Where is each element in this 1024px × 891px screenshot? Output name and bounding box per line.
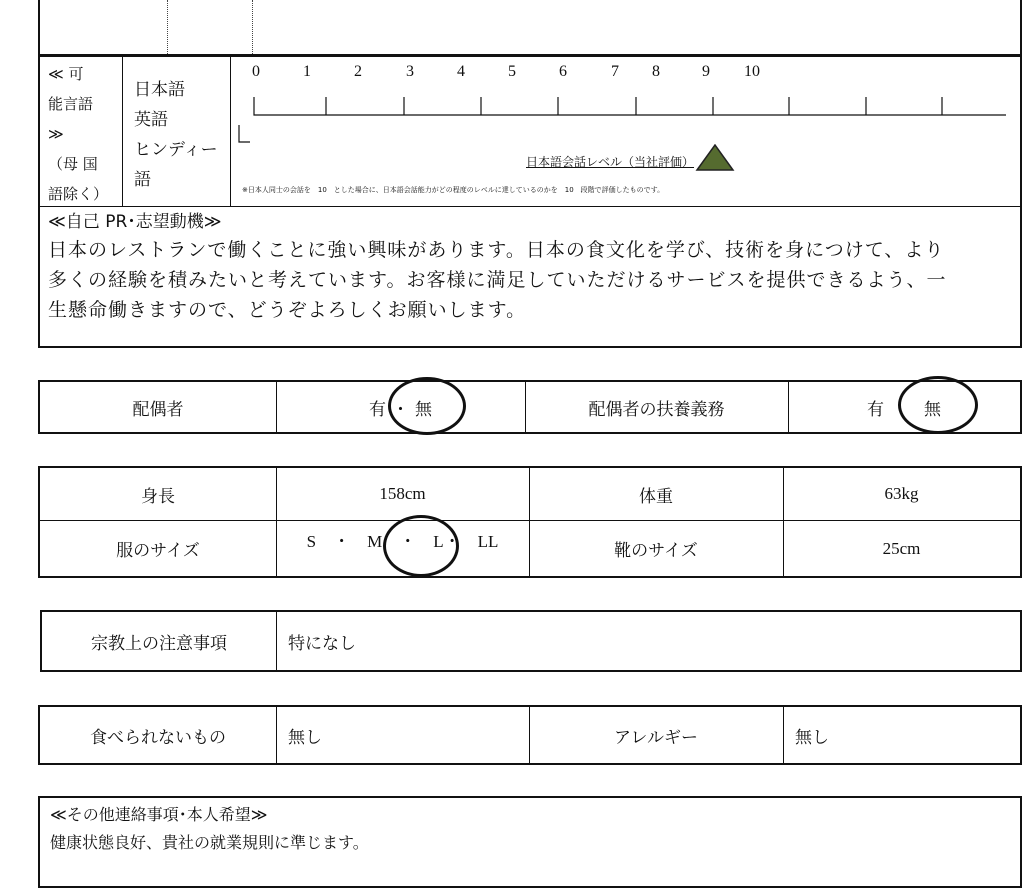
spouse-support-options (788, 382, 1020, 432)
scale-tick-10: 10 (744, 63, 760, 80)
other-section (38, 796, 1022, 888)
level-scale (236, 57, 1016, 207)
level-marker (695, 144, 735, 172)
body-size-table (38, 466, 1022, 578)
religion-row (40, 610, 1022, 672)
language-divider-2 (230, 57, 231, 206)
religion-value: 特になし (288, 633, 356, 654)
pr-line-1: 日本のレストランで働くことに強い興味があります。日本の食文化を学び、技術を身につけて、より (48, 239, 945, 261)
language-section (38, 55, 1022, 207)
spouse-label: 配偶者 (132, 399, 184, 420)
side-label-line-4: （母 国 (48, 155, 98, 173)
pr-line-3: 生懸命働きますので、どうぞよろしくお願いします。 (48, 299, 527, 321)
spouse-option-no[interactable]: 無 (415, 399, 432, 420)
language-item-hindi: ヒンディー (134, 140, 218, 160)
scale-tick-0: 0 (252, 63, 260, 80)
language-list (134, 75, 228, 195)
spouse-row (38, 380, 1022, 434)
allergy-label: アレルギー (614, 727, 698, 748)
top-empty-row (38, 0, 1022, 56)
scale-tick-4: 4 (457, 63, 465, 80)
spouse-support-label: 配偶者の扶養義務 (588, 399, 725, 420)
side-label-line-5: 語除く） (48, 185, 109, 203)
food-label: 食べられないもの (90, 727, 226, 748)
language-divider-1 (122, 57, 123, 206)
scale-tick-1: 1 (303, 63, 311, 80)
side-label-line-3: ≫ (48, 125, 64, 143)
support-option-yes[interactable]: 有 (867, 399, 884, 420)
scale-tick-8: 8 (652, 63, 660, 80)
scale-note: ※日本人同士の会話を 10 とした場合に、日本語会話能力がどの程度のレベルに達しているのかを 10 段階で評価したものです。 (242, 186, 665, 194)
language-item-english: 英語 (134, 110, 168, 130)
shoes-label: 靴のサイズ (614, 541, 698, 561)
spouse-option-dot: ・ (392, 399, 409, 420)
spouse-options (276, 382, 525, 432)
support-option-no[interactable]: 無 (924, 399, 941, 420)
side-label-line-2: 能言語 (48, 95, 94, 113)
scale-tick-3: 3 (406, 63, 414, 80)
food-row (38, 705, 1022, 765)
religion-label: 宗教上の注意事項 (91, 633, 227, 654)
scale-tick-9: 9 (702, 63, 710, 80)
weight-value: 63kg (884, 484, 919, 503)
clothes-options[interactable]: S ・ M ・ L・ LL (306, 531, 499, 551)
scale-tick-5: 5 (508, 63, 516, 80)
clothes-label: 服のサイズ (116, 541, 200, 561)
height-label: 身長 (141, 486, 175, 507)
scale-tick-2: 2 (354, 63, 362, 80)
scale-tick-6: 6 (559, 63, 567, 80)
language-item-japanese: 日本語 (134, 80, 185, 100)
shoes-value: 25cm (882, 538, 921, 558)
pr-line-2: 多くの経験を積みたいと考えています。お客様に満足していただけるサービスを提供できるよう、一 (48, 269, 947, 291)
other-heading: ≪その他連絡事項･本人希望≫ (50, 805, 268, 824)
language-item-hindi-cont: 語 (134, 170, 151, 190)
language-side-label (48, 59, 120, 209)
pr-section (38, 206, 1022, 348)
height-value: 158cm (379, 484, 426, 503)
side-label-line-1: ≪ 可 (48, 65, 84, 83)
scale-caption: 日本語会話レベル（当社評価） (526, 155, 695, 169)
food-value: 無し (288, 727, 322, 748)
allergy-value: 無し (795, 727, 829, 748)
pr-heading: ≪自己 PR･志望動機≫ (48, 212, 222, 232)
top-divider-2 (252, 0, 253, 54)
weight-label: 体重 (639, 486, 673, 507)
other-text: 健康状態良好、貴社の就業規則に準じます。 (50, 833, 369, 852)
spouse-option-yes[interactable]: 有 (369, 399, 386, 420)
scale-tick-7: 7 (611, 63, 619, 80)
top-divider-1 (167, 0, 168, 54)
scale-line (236, 87, 1016, 187)
